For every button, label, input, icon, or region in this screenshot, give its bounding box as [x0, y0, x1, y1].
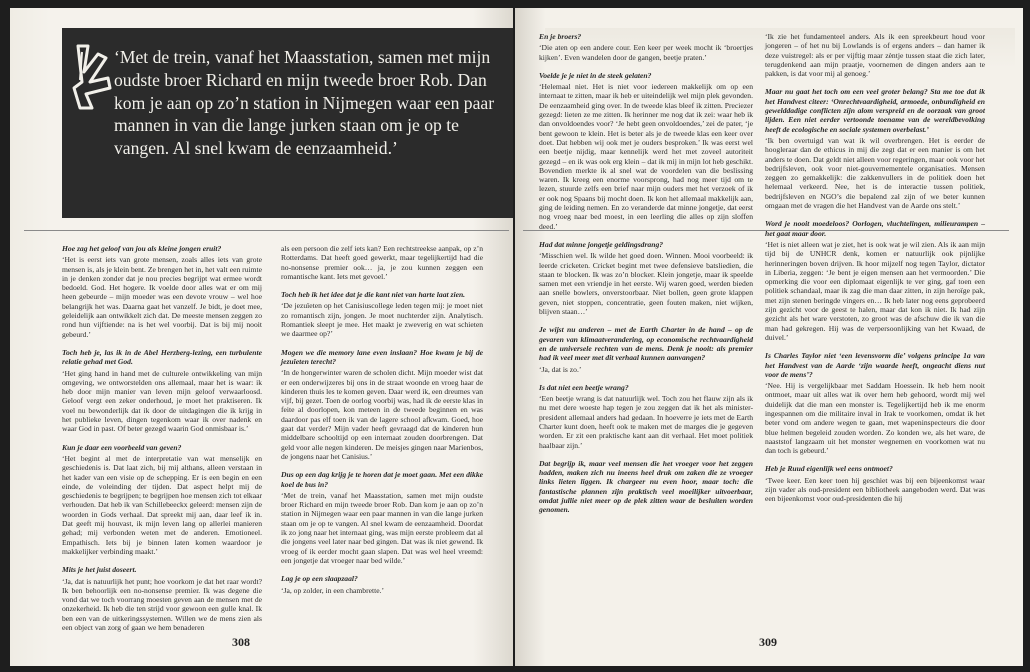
interview-answer: ‘De jezuïeten op het Canisiuscollege leden tegen mij: je moet niet zo romantisch zijn, jongen. Je moet nuchterder zijn. Analytisch. Romantiek sleept je mee. Het maakt je zweverig en wat schieten we daarmee op?’ [281, 301, 483, 339]
interview-answer: ‘Het is niet alleen wat je ziet, het is ook wat je wil zien. Als ik aan mijn tijd bij de UNHCR denk, komen er natuurlijk ook pijnlijke herinneringen boven drijven. Ik hoor mijzelf nog tegen Taylor, dictator in Liberia, zeggen: ‘Je bent je eigen mensen aan het vermoorden.’ Die opmerking die voor een diplomaat eigenlijk te ver ging, gaf toen een politiek schandaal, maar ik zag die man daar zitten, in zijn heroïge pak, met zijn stenen beringde vingers en… Ik heb later nog eens geprobeerd zijn gezicht voor de geest te halen, maar dat kon ik niet. Ik had zijn gezicht als het ware verstoten, zo groot was de afschuw die ik van die man had gekregen. Hij was de verpersoonlijking van het Kwaad, de duivel.’ [765, 239, 985, 342]
interview-answer: ‘Ik zie het fundamenteel anders. Als ik een spreekbeurt houd voor jongeren – of het nu bij Lowlands is of ergens anders – dan hamer ik deze vuistregel: als er per vijftig maar zèntje tussen staat die zich later, terugdenkend aan mijn praatje, voornemen de dingen anders aan te pakken, is dat voor mij al genoeg.’ [765, 32, 985, 79]
interview-answer: ‘In de hongerwinter waren de scholen dicht. Mijn moeder wist dat er een onderwijzeres bij ons in de straat woonde en vroeg haar de kinderen thuis les te komen geven. Daar werd ik, een dreumes van vijf, bij gezet. Toen de oorlog voorbij was, had ik de eerste klas in feite al doorlopen, kon meteen in de tweede beginnen en was daardoor pas elf toen ik van de lagere school afkwam. Goed, hoe gaat dat verder? Mijn vader heeft gevraagd dat de kinderen hun middelbare schooltijd op een internaat zouden doorbrengen. Dat geld voor alle negen kinderen. De meisjes gingen naar Marienbos, de jongens naar het Canisius.’ [281, 368, 483, 461]
interview-question: En je broers? [539, 32, 582, 41]
interview-question: Is Charles Taylor niet ‘een levensvorm die’ volgens principe 1a van het Handvest van de Aarde ‘zijn waarde heeft, ongeacht diens nut voor de mens’? [765, 351, 985, 379]
pull-quote-text: ‘Met de trein, vanaf het Maasstation, samen met mijn oudste broer Richard en mijn tweede broer Rob. Dan kom je aan op zo’n station in Nijmegen waar een paar mannen in van die lange jurken staan om je op te vangen. Al snel kwam de eenzaamheid.’ [114, 47, 495, 159]
text-column-4 [765, 32, 985, 510]
text-column-1 [62, 244, 262, 638]
interview-question: Is dat niet een beetje wrang? [539, 382, 629, 392]
interview-question: Dat begrijp ik, maar veel mensen die het vroeger voor het zeggen hadden, maken zich nu ineens heel druk om zaken die ze vroeger links lieten liggen. Ik chargeer nu even hoor, maar toch: die fantastische plannen zijn praktisch veel moeilijker uitvoerbaar, omdat jullie niet meer op de plek zitten waar de besluiten worden genomen. [539, 458, 753, 515]
interview-answer: ‘Ja, dat is zo.’ [539, 364, 582, 374]
right-page [515, 8, 1023, 666]
interview-question: Toch heb ik het idee dat je die kant niet van harte laat zien. [281, 290, 466, 300]
interview-question: Mits je het juist doseert. [62, 565, 137, 575]
interview-answer: ‘Twee keer. Een keer toen hij geschiet was bij een bijeenkomst waar zijn vader als oud-president een bibliotheek aangeboden werd. Dat was een bijeenkomst voor oud-presidenten die hij [765, 475, 985, 504]
interview-answer: ‘Een beetje wrang is dat natuurlijk wel. Toch zou het flauw zijn als ik nu met dere woeste hap tegen je zou zeggen dat ik het als minister-president allemaal anders had gedaan. In hoeverre je iets met de Earth Charter kunt doen, heeft ook te maken met de marges die je gegeven worden. Er zit een praktische kant aan dit verhaal. Het moet politiek haalbaar zijn.’ [539, 394, 753, 450]
interview-answer: ‘Het begint al met de interpretatie van wat menselijk en geschiedenis is. Dat laat zich, bij mij althans, alleen verstaan in het kader van een visie op de schepping. Er is een begin en een einde, de voleinding der tijden. Dat aspect helpt mij de geschiedenis te begrijpen; te begrijpen hoe mensen zich tot elkaar verhouden. Dat heb ik van Schillebeeckx geleerd: mensen zijn de woorden in Gods verhaal. Dat spreekt mij aan, daar leef ik in. Dat geeft mij houvast, ik mijn leven lang op allerlei manieren gehad; mij verbonden weten met de anderen. Emotioneel. Empathisch. Iets bij je binnen laten komen waardoor je makkelijker verbinding maakt.’ [62, 453, 262, 556]
left-page [10, 8, 513, 666]
interview-answer: ‘Ja, op zolder, in een chambrette.’ [281, 585, 385, 595]
interview-question: Je wijst nu anderen – met de Earth Charter in de hand – op de gevaren van klimaatverandering, op economische rechtvaardigheid en de universele rechten van de mens. Denk je nooit: als premier had ik veel meer met dit verhaal kunnen aanvangen? [539, 325, 753, 363]
text-column-3 [539, 32, 753, 517]
interview-question: Hoe zag het geloof van jou als kleine jongen eruit? [62, 244, 222, 253]
interview-answer: als een persoon die zelf iets kan? Een rechtstreekse aanpak, op z’n Rotterdams. Dat heeft goed gewerkt, maar tegelijkertijd had die no-nonsense premier ook… ja, je zou kunnen zeggen een romantische kant. Iets met gevoel.’ [281, 244, 483, 281]
interview-answer: ‘Helemaal niet. Het is niet voor iedereen makkelijk om op een internaat te zitten, maar ik heb er uiteindelijk wel mijn plek gevonden. De eenzaamheid ging over. In de tweede klas bleef ik zitten. Preciezer gezegd: lieten ze me zitten. Ik herinner me nog dat ik zei: waar heb ik dan onvoldoendes voor? ‘Je hebt geen onvoldoendes,’ zei de pater, ‘je bent gewoon te klein. Het is beter als je de tweede klas een keer over doet. Dat hebben wij ook met je ouders besproken.’ Ik was eerst wel een beetje nijdig, maar kennelijk werd het met zoveel autoriteit gezegd – en ik was ook erg klein – dat ik mij in mijn lot heb geschikt. Bovendien merkte ik al snel wat de voordelen van die beslissing waren. Ik kreeg een enorme voorsprong, had nog meer tijd om te lezen, stuurde zelfs een brief naar mijn ouders met het verzoek of ik er ook nog Spaans bij mocht doen. Ik kon het allemaal makkelijk aan, ging de leiding nemen. En zo veranderde dat minne jongetje, dat eerst nog vroeg naar bed moest, in een leerling die alles op zijn sloffen deed.’ [539, 82, 753, 231]
pull-quote-box [62, 28, 513, 218]
page-number-left: 308 [232, 635, 250, 649]
interview-question: Kun je daar een voorbeeld van geven? [62, 442, 182, 452]
interview-question: Maar nu gaat het toch om een veel groter belang? Sta me toe dat ik het Handvest citeer: ‘Onrechtvaardigheid, armoede, onbundigheid en gewelddadige conflicten zijn alom verspreid en de oorzaak van groot lijden. Een niet eerder vertoonde toename van de wereldbevolking heeft de ecologische en sociale systemen overbelast.’ [765, 87, 985, 134]
page-number-right: 309 [759, 635, 777, 649]
interview-answer: ‘Misschien wel. Ik wilde het goed doen. Winnen. Mooi voorbeeld: ik leerde cricketen. Cricket begint met twee defensieve batsliedien, die staan te blocken. Ik was zo’n blocker. Klein jongetje, maar ik speelde samen met een vriendje in het eerste. Wij waren goed, werden bieden aan snelle bowlers, onverstoorbaar. Niet bollen, geen grote klappen geven, niet stoppen, concentratie, geen fouten maken, niet wijken, blijven staan…’ [539, 251, 753, 317]
interview-answer: ‘Het ging hand in hand met de culturele ontwikkeling van mijn omgeving, we ontworstelden ons allemaal, maar het is waar: ik heb door mijn manier van leven mijn geloof verwaarloosd. Geloof vergt een zeker onderhoud, je moet het praktiseren. Ik voel nu bewonderlijk dat ik door de uitdagingen die ik krijg in het publieke leven, dingen tegenkom waar ik over nadenk en waar God in past. Of beter gezegd waarin God onmisbaar is.’ [62, 368, 262, 434]
interview-question: Lag je op een slaapzaal? [281, 574, 358, 584]
text-column-2 [281, 244, 483, 601]
interview-question: Heb je Ruud eigenlijk wel eens ontmoet? [765, 464, 893, 474]
interview-question: Voelde je je niet in de steek gelaten? [539, 70, 652, 80]
interview-answer: ‘Nee. Hij is vergelijkbaar met Saddam Hoessein. Ik heb hem nooit ontmoet, maar uit alles wat ik over hem heb gehoord, wordt mij wel duidelijk dat die man een monster is. Tegelijkertijd heb ik me enorm ingespannen om die militaire inval in Irak te voorkomen, omdat ik het beter vond om andere wegen te gaan, met wapeninspecteurs die door blue helmen begeleid zouden worden. Zo konden we, als het ware, de naaststof langzaam uit het monster wegnemen en voorkomen wat nu dan toch is gebeurd.’ [765, 381, 985, 456]
interview-question: Dus op een dag krijg je te horen dat je moet gaan. Met een dikke koel de bus in? [281, 470, 483, 489]
interview-question: Toch heb je, las ik in de Abel Herzberg-lezing, een turbulente relatie gehad met God. [62, 347, 262, 367]
interview-answer: ‘Ik ben overtuigd van wat ik wil overbrengen. Het is eerder de hoogleraar dan de ethicus in mij die zegt dat er een manier is om het anders te doen. Dat geldt niet alleen voor regeringen, maar ook voor het bedrijfsleven, ook voor niet-gouvernementele organisaties. Mensen zeggen zo gemakkelijk: die zakkenvullers in de politiek doen het helemaal verkeerd. Nee, het is de interactie tussen politiek, bedrijfsleven en NGO’s die bepalend zal zijn of we beter kunnen omgaan met de vragen die het Handvest van de Aarde ons stelt.’ [765, 135, 985, 211]
interview-question: Word je nooit moedeloos? Oorlogen, vluchtelingen, milieurampen – het gaat maar door. [765, 219, 985, 238]
interview-answer: ‘Ja, dat is natuurlijk het punt; hoe voorkom je dat het raar wordt? Ik ben behoorlijk een no-nonsense premier. Ik was degene die vond dat we toch voorrang moesten geven aan de mensen met de onzekerheid. Ik heb die ten strijd voor gewoon een gulle knal. Ik ben een van de uitkeringssystemen. Willen we de mens zien als een object van zorg of gaan we hem benaderen [62, 576, 262, 632]
interview-answer: ‘Die aten op een andere cour. Een keer per week mocht ik ‘broertjes kijken’. Even wandelen door de gangen, beetje praten.’ [539, 43, 753, 62]
interview-answer: ‘Het is eerst iets van grote mensen, zoals alles iets van grote mensen is, als je klein bent. Ze brengen het in, het valt een ruimte in je denken zonder dat je nou precies begrijpt wat ermee wordt bedoeld. God. Het hogere. Ik voelde door alles wat er om mij heen gebeurde – mijn moeder was een devote vrouw – wel hoe belangrijk het was. Daarna gaat het vanzelf. Je bidt, je doet mee, geleidelijk aan ontwikkelt zich dat. De meeste mensen zeggen zo rond hun vijftiende: na is het wel voorbij. Dat is bij mij nooit gebeurd.’ [62, 255, 262, 339]
divider-line [24, 230, 509, 231]
interview-question: Had dat minne jongetje geldingsdrang? [539, 239, 664, 249]
interview-question: Mogen we die memory lane even inslaan? Hoe kwam je bij de jezuïeten terecht? [281, 347, 483, 366]
logo-emblem-icon [68, 42, 116, 112]
interview-answer: ‘Met de trein, vanaf het Maasstation, samen met mijn oudste broer Richard en mijn tweede broer Rob. Dan kom je aan op zo’n station in Nijmegen waar een paar mannen in van die lange jurken staan om je op te vangen. Al snel kwam de eenzaamheid. Doordat ik zo jong naar het internaat ging, was mijn eerste probleem dat al die jongens veel later naar bed gingen. Dat was ik niet gewend. Ik vroeg of ik eerder mocht gaan slapen. Dat was wel heel vreemd: een jongetje dat vroeger naar bed wilde.’ [281, 490, 483, 565]
